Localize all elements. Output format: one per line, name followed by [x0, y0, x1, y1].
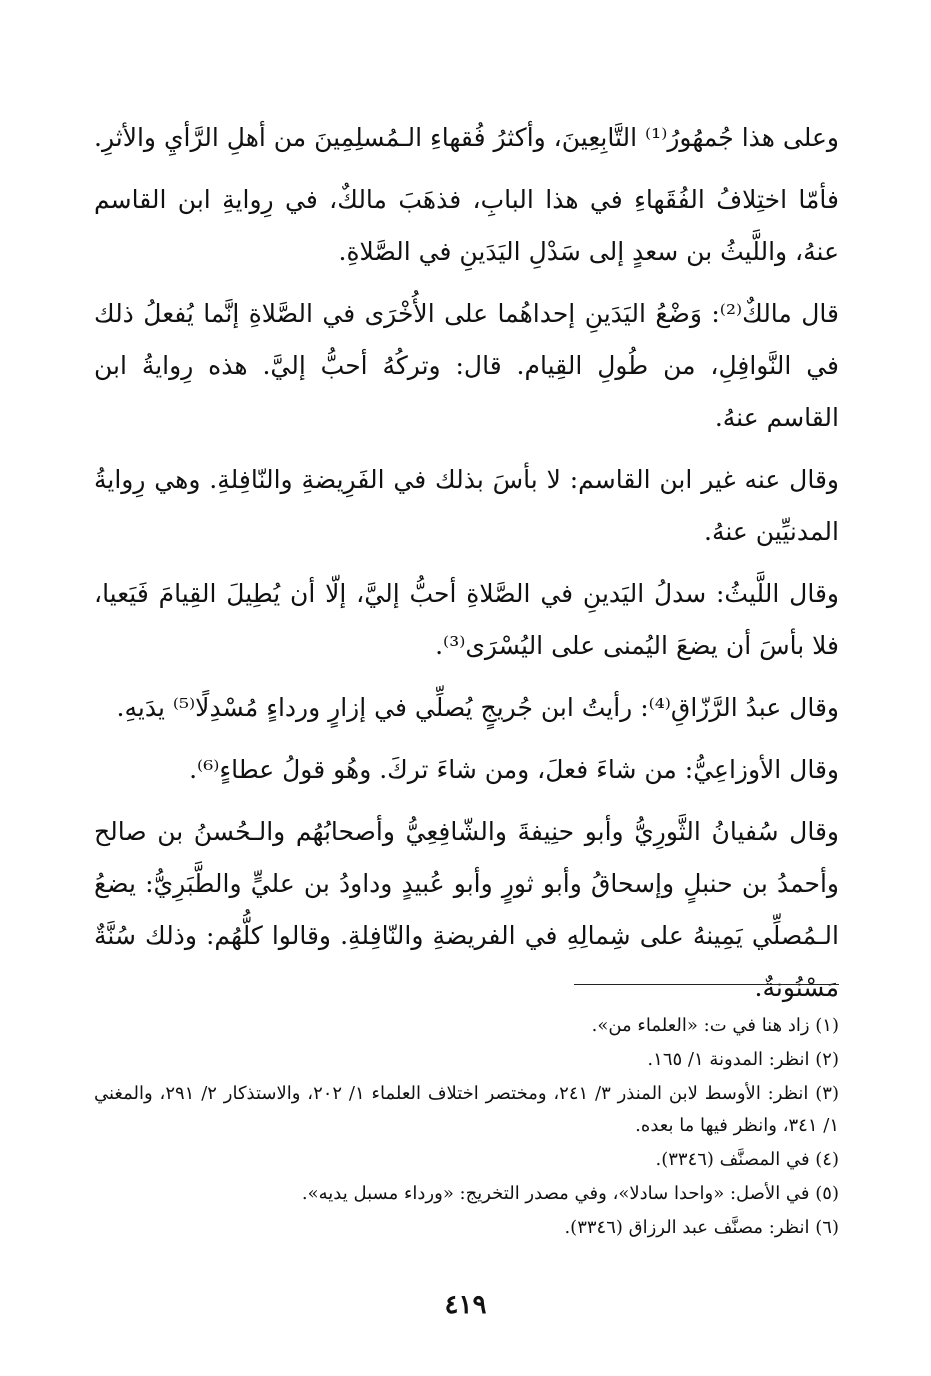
paragraph: قال مالكٌ⁽²⁾: وَضْعُ اليَدَينِ إحداهُما على الأُخْرَى في الصَّلاةِ إنَّما يُفعلُ ذلك في النَّوافِلِ، من طُولِ القِيام. قال: وتركُهُ أحبُّ إليَّ. هذه رِوايةُ ابن القاسم عنهُ. — [94, 299, 839, 432]
footnote: (١) زاد هنا في ت: «العلماء من». — [591, 1015, 839, 1036]
paragraph: وقال اللَّيثُ: سدلُ اليَدينِ في الصَّلاةِ أحبُّ إليَّ، إلّا أن يُطِيلَ القِيامَ فَيَعيا، فلا بأسَ أن يضعَ اليُمنى على اليُسْرَى⁽³⁾. — [94, 579, 839, 660]
footnotes-section — [94, 1010, 839, 1246]
paragraph: وقال الأوزاعِيُّ: من شاءَ فعلَ، ومن شاءَ تركَ. وهُو قولُ عطاءٍ⁽⁶⁾. — [189, 755, 839, 784]
footnote-separator — [574, 984, 839, 985]
footnote: (٥) في الأصل: «واحدا سادلا»، وفي مصدر التخريج: «ورداء مسبل يديه». — [301, 1183, 839, 1204]
main-text-body — [94, 112, 839, 1024]
paragraph: وقال عبدُ الرَّزّاقِ⁽⁴⁾: رأيتُ ابن جُريجٍ يُصلِّي في إزارٍ ورداءٍ مُسْدِلًا⁽⁵⁾ يدَيهِ. — [116, 693, 839, 722]
page-number: ٤١٩ — [444, 1290, 487, 1320]
paragraph: وقال سُفيانُ الثَّورِيُّ وأبو حنِيفةَ والشّافِعِيُّ وأصحابُهُم والـحُسنُ بن صالح وأحمدُ بن حنبلٍ وإسحاقُ وأبو ثورٍ وأبو عُبيدٍ وداودُ بن عليٍّ والطَّبَرِيُّ: يضعُ الـمُصلِّي يَمِينهُ على شِمالِهِ في الفريضةِ والنّافِلةِ. وقالوا كلُّهُم: وذلك سُنَّةٌ مَسْنُونةٌ. — [94, 817, 839, 1002]
paragraph: فأمّا اختِلافُ الفُقَهاءِ في هذا البابِ، فذهَبَ مالكٌ، في رِوايةِ ابن القاسم عنهُ، واللَّيثُ بن سعدٍ إلى سَدْلِ اليَدَينِ في الصَّلاةِ. — [94, 185, 839, 266]
paragraph: وقال عنه غير ابن القاسم: لا بأسَ بذلك في الفَرِيضةِ والنّافِلةِ. وهي رِوايةُ المدنيِّين عنهُ. — [94, 465, 839, 546]
footnote: (٦) انظر: مصنَّف عبد الرزاق (٣٣٤٦). — [564, 1217, 839, 1238]
footnote: (٣) انظر: الأوسط لابن المنذر ٣/ ٢٤١، ومختصر اختلاف العلماء ١/ ٢٠٢، والاستذكار ٢/ ٢٩١، والمغني ١/ ٣٤١، وانظر فيها ما بعده. — [94, 1083, 839, 1136]
footnote: (٢) انظر: المدونة ١/ ١٦٥. — [647, 1049, 839, 1070]
footnote: (٤) في المصنَّف (٣٣٤٦). — [655, 1149, 839, 1170]
paragraph: وعلى هذا جُمهُورُ⁽¹⁾ التَّابِعِينَ، وأكثرُ فُقهاءِ الـمُسلِمِينَ من أهلِ الرَّأيِ والأثرِ. — [94, 123, 839, 152]
